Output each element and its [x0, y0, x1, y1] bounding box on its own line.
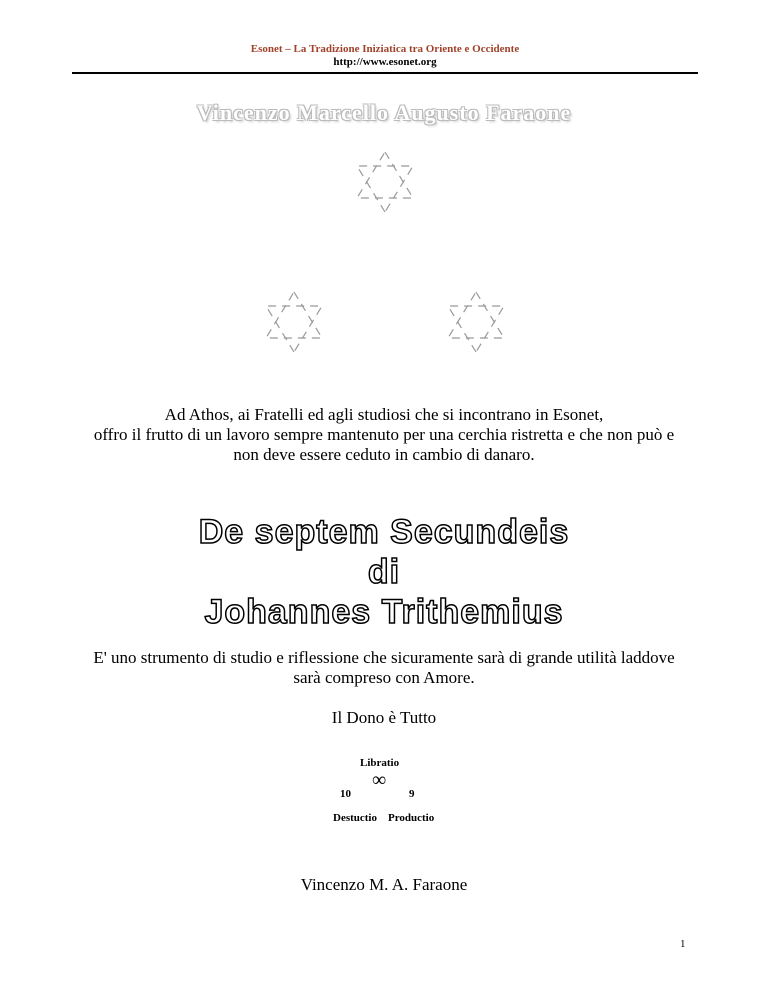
motto: Il Dono è Tutto: [331, 708, 437, 727]
author-heading: Vincenzo Marcello Augusto Faraone: [196, 100, 572, 125]
star-of-david-icon: [444, 288, 508, 356]
infinity-icon: ∞: [372, 769, 387, 791]
page-number: 1: [680, 938, 686, 950]
symbol-right-label: Productio: [388, 812, 435, 824]
dedication-line: Ad Athos, ai Fratelli ed agli studiosi che si incontrano in Esonet,: [164, 405, 604, 424]
intro-text: [60, 648, 708, 688]
dedication-text: [60, 405, 708, 465]
symbol-right-number: 9: [409, 788, 415, 800]
symbol-left-label: Destuctio: [333, 812, 377, 824]
header-title: Esonet – La Tradizione Iniziatica tra Oriente e Occidente: [250, 43, 520, 55]
symbol-left-number: 10: [340, 788, 351, 800]
intro-line: E' uno strumento di studio e riflessione che sicuramente sarà di grande utilità laddove: [93, 648, 675, 667]
intro-line: sarà compreso con Amore.: [293, 668, 475, 687]
signature: Vincenzo M. A. Faraone: [300, 875, 468, 894]
symbol-top-label: Libratio: [360, 757, 400, 769]
dedication-line: offro il frutto di un lavoro sempre mantenuto per una cerchia ristretta e che non può e: [93, 425, 675, 444]
star-of-david-icon: [353, 148, 417, 216]
page-header: [72, 42, 698, 74]
title-line: Johannes Trithemius: [204, 593, 564, 631]
title-line: De septem Secundeis: [198, 513, 570, 551]
document-title: [0, 512, 768, 632]
title-line: di: [367, 553, 401, 591]
star-of-david-icon: [262, 288, 326, 356]
dedication-line: non deve essere ceduto in cambio di danaro.: [233, 445, 535, 464]
header-url[interactable]: http://www.esonet.org: [333, 56, 437, 68]
